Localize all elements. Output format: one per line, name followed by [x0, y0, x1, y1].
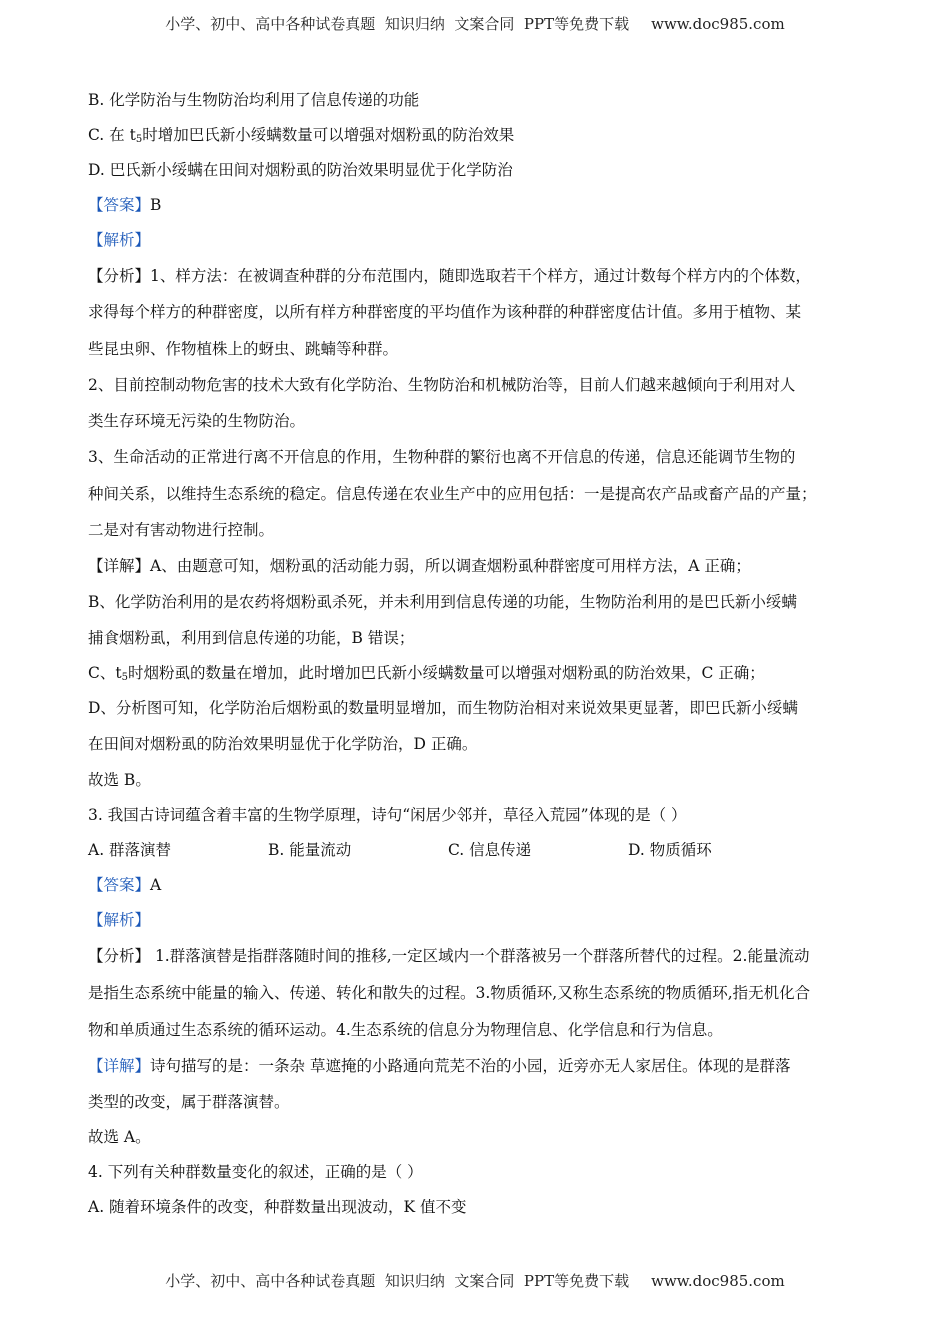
analysis-line: 物和单质通过生态系统的循环运动。4.生态系统的信息分为物理信息、化学信息和行为信息。 [88, 1021, 723, 1039]
answer-tag: 【答案】 [88, 196, 151, 214]
analysis-line: 类生存环境无污染的生物防治。 [88, 412, 306, 430]
detail-line: 类型的改变，属于群落演替。 [88, 1093, 290, 1111]
analysis-line: 3、生命活动的正常进行离不开信息的作用，生物种群的繁衍也离不开信息的传递，信息还能调节生物的 [88, 448, 796, 466]
analysis-tag: 【解析】 [88, 911, 151, 929]
analysis-line: 二是对有害动物进行控制。 [88, 521, 275, 539]
detail-paragraph: 【详解】诗句描写的是：一条杂 草遮掩的小路通向荒芜不治的小园，近旁亦无人家居住。体现的是群落 [88, 1057, 791, 1075]
footer-text: 小学、初中、高中各种试卷真题 知识归纳 文案合同 PPT等免费下载 [165, 1272, 630, 1290]
detail-line: C、$t_5$时烟粉虱的数量在增加，此时增加巴氏新小绥螨数量可以增强对烟粉虱的防治效果，C 正确； [88, 664, 765, 683]
question-4: 4. 下列有关种群数量变化的叙述，正确的是（ ） [88, 1163, 423, 1181]
page-footer [0, 1270, 950, 1291]
option-b: B. 化学防治与生物防治均利用了信息传递的功能 [88, 91, 420, 109]
analysis-tag: 【解析】 [88, 231, 151, 249]
analysis-line: 2、目前控制动物危害的技术大致有化学防治、生物防治和机械防治等，目前人们越来越倾向于利用对人 [88, 376, 796, 394]
option-c: C. 在 $t_5$时增加巴氏新小绥螨数量可以增强对烟粉虱的防治效果 [88, 126, 515, 145]
detail-line: 在田间对烟粉虱的防治效果明显优于化学防治，D 正确。 [88, 735, 478, 753]
detail-line: 捕食烟粉虱，利用到信息传递的功能，B 错误； [88, 629, 415, 647]
analysis-line: 求得每个样方的种群密度，以所有样方种群密度的平均值作为该种群的种群密度估计值。多用于植物、某 [88, 303, 802, 321]
detail-paragraph: 【详解】A、由题意可知，烟粉虱的活动能力弱，所以调查烟粉虱种群密度可用样方法，A 正确； [88, 557, 751, 575]
answer-tag: 【答案】 [88, 876, 151, 894]
analysis-paragraph: 【分析】 1.群落演替是指群落随时间的推移,一定区域内一个群落被另一个群落所替代的过程。2.能量流动 [88, 947, 810, 965]
answer-line: 【答案】B [88, 196, 162, 214]
detail-line: D、分析图可知，化学防治后烟粉虱的数量明显增加，而生物防治相对来说效果更显著，即巴氏新小绥螨 [88, 699, 798, 717]
conclusion: 故选 A。 [88, 1128, 151, 1146]
header-text: 小学、初中、高中各种试卷真题 知识归纳 文案合同 PPT等免费下载 [165, 15, 630, 33]
conclusion: 故选 B。 [88, 771, 151, 789]
footer-url[interactable]: www.doc985.com [651, 1272, 785, 1290]
analysis-paragraph: 【分析】1、样方法：在被调查种群的分布范围内，随即选取若干个样方，通过计数每个样方内的个体数， [88, 267, 811, 285]
question-3: 3. 我国古诗词蕴含着丰富的生物学原理，诗句“闲居少邻并，草径入荒园”体现的是（ ） [88, 806, 687, 824]
q3-option-b: B. 能量流动 [268, 841, 352, 859]
detail-line: B、化学防治利用的是农药将烟粉虱杀死，并未利用到信息传递的功能，生物防治利用的是巴氏新小绥螨 [88, 593, 797, 611]
analysis-line: 种间关系，以维持生态系统的稳定。信息传递在农业生产中的应用包括：一是提高农产品或畜产品的产量； [88, 485, 817, 503]
analysis-line: 是指生态系统中能量的输入、传递、转化和散失的过程。3.物质循环,又称生态系统的物质循环,指无机化合 [88, 984, 811, 1002]
q3-option-a: A. 群落演替 [88, 841, 172, 859]
answer-line: 【答案】A [88, 876, 162, 894]
option-d: D. 巴氏新小绥螨在田间对烟粉虱的防治效果明显优于化学防治 [88, 161, 513, 179]
question-3-options [88, 840, 808, 860]
q4-option-a: A. 随着环境条件的改变，种群数量出现波动，K 值不变 [88, 1198, 467, 1216]
q3-option-d: D. 物质循环 [628, 841, 712, 859]
header-url[interactable]: www.doc985.com [651, 15, 785, 33]
page-header [0, 13, 950, 34]
analysis-line: 些昆虫卵、作物植株上的蚜虫、跳蝻等种群。 [88, 340, 399, 358]
q3-option-c: C. 信息传递 [448, 841, 532, 859]
